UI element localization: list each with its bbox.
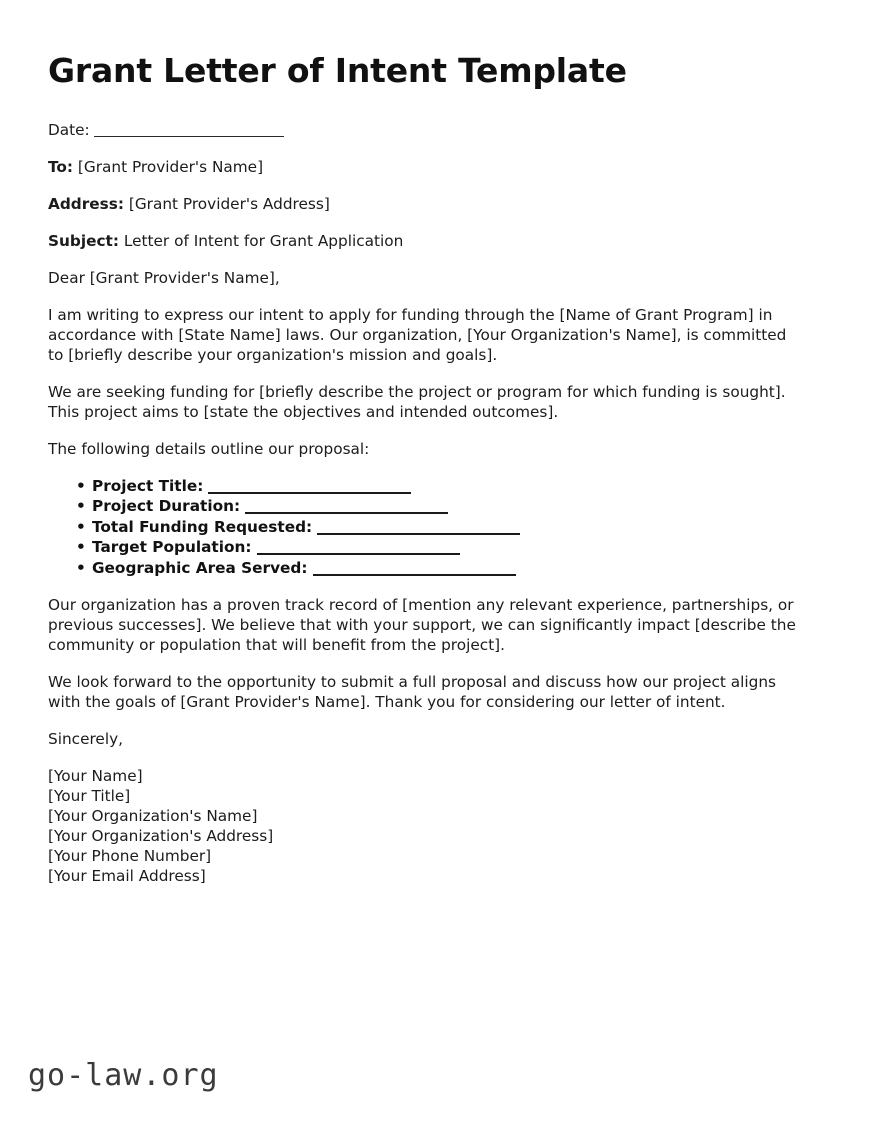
field-subject-value: Letter of Intent for Grant Application xyxy=(123,231,404,250)
detail-label-project-title: Project Title: xyxy=(92,476,204,495)
body-paragraph-2: We are seeking funding for [briefly describe the project or program for which funding is sought]. This project aims to [state the objectives and intended outcomes]. xyxy=(48,382,786,421)
list-intro: The following details outline our proposal: xyxy=(48,439,370,458)
field-to-label: To: xyxy=(48,157,74,176)
detail-label-project-duration: Project Duration: xyxy=(92,497,241,516)
date-line xyxy=(48,120,803,140)
signature-phone-number: [Your Phone Number] xyxy=(48,847,212,866)
proposal-detail-list xyxy=(48,476,803,579)
field-address-label: Address: xyxy=(48,194,124,213)
detail-label-target-population: Target Population: xyxy=(92,538,252,557)
signature-organization-address: [Your Organization's Address] xyxy=(48,827,274,846)
field-address-value: [Grant Provider's Address] xyxy=(128,194,330,213)
body-paragraph-3: Our organization has a proven track record of [mention any relevant experience, partnerships, or previous successes]. We believe that with your support, we can significantly impact [describe the community or population that will benefit from the project]. xyxy=(48,596,796,655)
signature-your-name: [Your Name] xyxy=(48,767,143,786)
signature-email-address: [Your Email Address] xyxy=(48,867,206,886)
body-paragraph-4: We look forward to the opportunity to submit a full proposal and discuss how our project aligns with the goals of [Grant Provider's Name]. Thank you for considering our letter of intent. xyxy=(48,673,777,712)
page-title: Grant Letter of Intent Template xyxy=(48,51,627,90)
detail-blank-project-duration[interactable] xyxy=(245,512,448,514)
detail-blank-total-funding-requested[interactable] xyxy=(317,533,520,535)
salutation: Dear [Grant Provider's Name], xyxy=(48,268,280,287)
date-blank-field[interactable] xyxy=(94,136,284,137)
document-body xyxy=(48,52,803,886)
list-item xyxy=(76,496,803,517)
site-watermark: go-law.org xyxy=(28,1058,219,1093)
field-to xyxy=(48,157,803,177)
detail-blank-geographic-area-served[interactable] xyxy=(313,574,516,576)
signature-your-title: [Your Title] xyxy=(48,787,131,806)
detail-blank-project-title[interactable] xyxy=(208,492,411,494)
field-subject-label: Subject: xyxy=(48,231,119,250)
sign-off: Sincerely, xyxy=(48,730,124,749)
list-item xyxy=(76,537,803,558)
signature-organization-name: [Your Organization's Name] xyxy=(48,807,258,826)
list-item xyxy=(76,558,803,579)
detail-label-geographic-area-served: Geographic Area Served: xyxy=(92,558,308,577)
signature-block xyxy=(48,766,803,886)
detail-blank-target-population[interactable] xyxy=(257,553,460,555)
list-item xyxy=(76,517,803,538)
body-paragraph-1: I am writing to express our intent to apply for funding through the [Name of Grant Program] in accordance with [State Name] laws. Our organization, [Your Organization's Name], is committed to [briefly describe your organization's mission and goals]. xyxy=(48,305,787,364)
list-item xyxy=(76,476,803,497)
detail-label-total-funding-requested: Total Funding Requested: xyxy=(92,517,313,536)
field-to-value: [Grant Provider's Name] xyxy=(77,157,264,176)
field-address xyxy=(48,194,803,214)
field-subject xyxy=(48,231,803,251)
date-label: Date: xyxy=(48,120,90,139)
